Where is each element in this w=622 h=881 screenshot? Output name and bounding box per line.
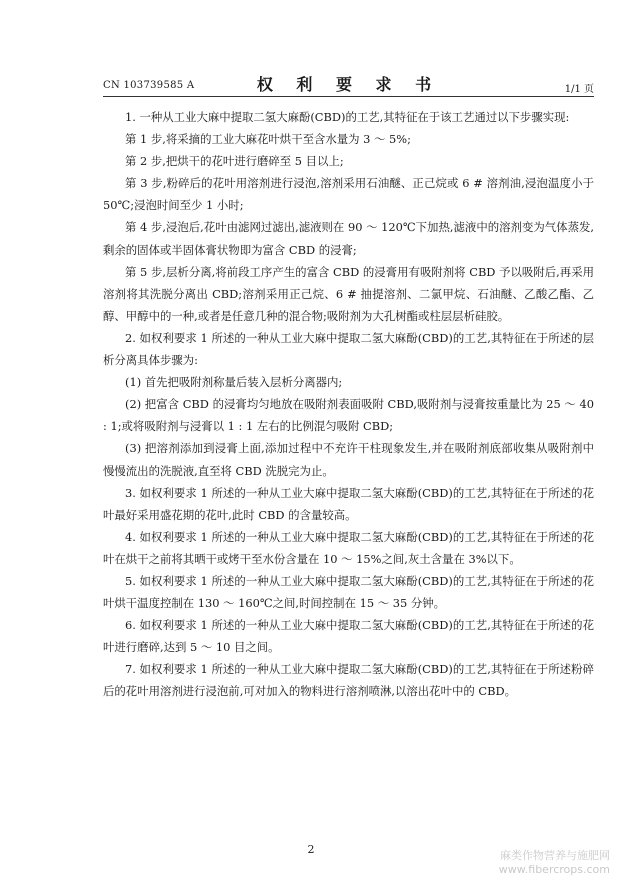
claim-paragraph: 第 1 步,将采摘的工业大麻花叶烘干至含水量为 3 ～ 5%; bbox=[125, 132, 411, 147]
claim-paragraph: (3) 把溶剂添加到浸膏上面,添加过程中不充许干柱现象发生,并在吸附剂底部收集从吸附剂中慢慢流出的洗脱液,直至将 CBD 洗脱完为止。 bbox=[103, 441, 594, 478]
claim-paragraph: 第 3 步,粉碎后的花叶用溶剂进行浸泡,溶剂采用石油醚、正己烷或 6 # 溶剂油,浸泡温度小于 50℃;浸泡时间至少 1 小时; bbox=[103, 176, 594, 213]
publication-number: CN 103739585 A bbox=[103, 80, 195, 91]
claim-paragraph: 5. 如权利要求 1 所述的一种从工业大麻中提取二氢大麻酚(CBD)的工艺,其特征在于所述的花叶烘干温度控制在 130 ～ 160℃之间,时间控制在 15 ～ 35 分钟。 bbox=[103, 573, 594, 611]
page-title: 权 利 要 求 书 bbox=[256, 75, 441, 94]
header-divider bbox=[103, 96, 594, 97]
site-watermark bbox=[499, 849, 610, 877]
page-info: 1/1 页 bbox=[564, 84, 594, 95]
claim-paragraph: 7. 如权利要求 1 所述的一种从工业大麻中提取二氢大麻酚(CBD)的工艺,其特征在于所述粉碎后的花叶用溶剂进行浸泡前,可对加入的物料进行溶剂喷淋,以溶出花叶中的 CBD。 bbox=[103, 662, 594, 699]
claim-paragraph: (2) 把富含 CBD 的浸膏均匀地放在吸附剂表面吸附 CBD,吸附剂与浸膏按重量比为 25 ～ 40 : 1;或将吸附剂与浸膏以 1 : 1 左右的比例混匀吸附 CBD; bbox=[103, 397, 594, 434]
claim-paragraph: 第 4 步,浸泡后,花叶由滤网过滤出,滤液则在 90 ～ 120℃下加热,滤液中的溶剂变为气体蒸发,剩余的固体或半固体膏状物即为富含 CBD 的浸膏; bbox=[103, 220, 594, 257]
watermark-url: www.fibercrops.com bbox=[498, 863, 610, 876]
page-header bbox=[103, 72, 594, 98]
claims-body bbox=[103, 106, 594, 703]
page-number: 2 bbox=[307, 843, 315, 856]
claim-paragraph: 1. 一种从工业大麻中提取二氢大麻酚(CBD)的工艺,其特征在于该工艺通过以下步骤实现: bbox=[125, 110, 570, 124]
watermark-name: 麻类作物营养与施肥网 bbox=[500, 849, 610, 862]
claim-paragraph: 第 5 步,层析分离,将前段工序产生的富含 CBD 的浸膏用有吸附剂将 CBD 予以吸附后,再采用溶剂将其洗脱分离出 CBD;溶剂采用正己烷、6 # 抽提溶剂、二氯甲烷、石油醚、乙酸乙酯、乙醇、甲醇中的一种,或者是任意几种的混合物;吸附剂为大孔树酯或柱层层析硅胶。 bbox=[103, 264, 594, 323]
claim-paragraph: 2. 如权利要求 1 所述的一种从工业大麻中提取二氢大麻酚(CBD)的工艺,其特征在于所述的层析分离具体步骤为: bbox=[103, 330, 594, 368]
claim-paragraph: 4. 如权利要求 1 所述的一种从工业大麻中提取二氢大麻酚(CBD)的工艺,其特征在于所述的花叶在烘干之前将其晒干或烤干至水份含量在 10 ～ 15%之间,灰土含量在 3%以下。 bbox=[103, 529, 594, 566]
claim-paragraph: 3. 如权利要求 1 所述的一种从工业大麻中提取二氢大麻酚(CBD)的工艺,其特征在于所述的花叶最好采用盛花期的花叶,此时 CBD 的含量较高。 bbox=[103, 485, 594, 522]
claim-paragraph: 6. 如权利要求 1 所述的一种从工业大麻中提取二氢大麻酚(CBD)的工艺,其特征在于所述的花叶进行磨碎,达到 5 ～ 10 目之间。 bbox=[103, 618, 594, 655]
claim-paragraph: 第 2 步,把烘干的花叶进行磨碎至 5 目以上; bbox=[125, 154, 344, 169]
claim-paragraph: (1) 首先把吸附剂称量后装入层析分离器内; bbox=[125, 375, 343, 390]
